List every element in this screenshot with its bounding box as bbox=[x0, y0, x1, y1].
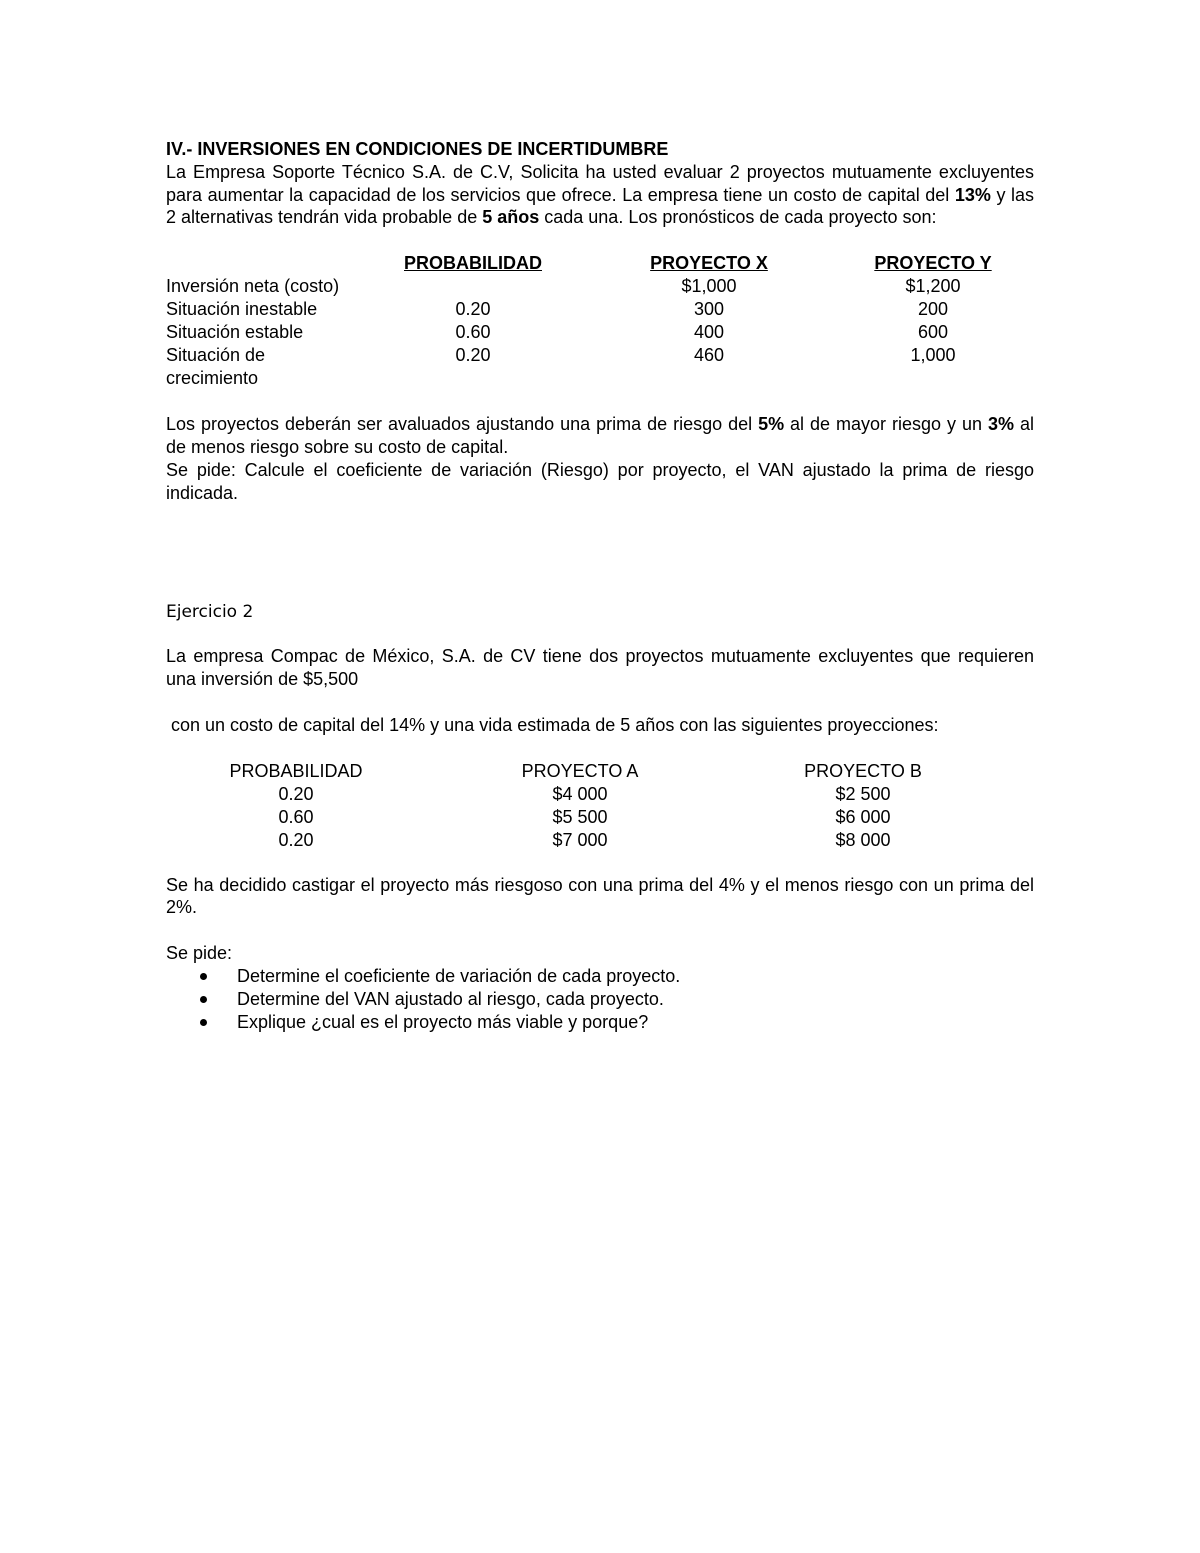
cell-y: $1,200 bbox=[905, 276, 961, 297]
table-row bbox=[166, 829, 1034, 852]
cell-a: $7 000 bbox=[552, 829, 608, 850]
ex2-premium-paragraph: Se ha decidido castigar el proyecto más riesgoso con una prima del 4% y el menos riesgo con un prima del 2%. bbox=[166, 874, 1034, 918]
cell-a: $5 500 bbox=[552, 806, 608, 827]
row-label bbox=[166, 344, 326, 390]
intro-text-3: cada una. Los pronósticos de cada proyecto son: bbox=[539, 207, 937, 228]
risk-text-2: al de mayor riesgo y un bbox=[784, 414, 988, 435]
bullet-icon bbox=[200, 1019, 207, 1026]
ex2-task-list bbox=[166, 965, 1034, 1033]
cell-b: $8 000 bbox=[835, 829, 891, 850]
intro-text-1: La Empresa Soporte Técnico S.A. de C.V, Solicita ha usted evaluar 2 proyectos mutuamente excluyentes para aumentar la capacidad de los servicios que ofrece. La empresa tiene un costo de capital del bbox=[166, 161, 1034, 205]
bullet-icon bbox=[200, 996, 207, 1003]
list-item-text: Determine el coeficiente de variación de cada proyecto. bbox=[237, 965, 681, 986]
table-row bbox=[166, 275, 1034, 298]
cell-b: $2 500 bbox=[835, 783, 891, 804]
col-header-probabilidad: PROBABILIDAD bbox=[229, 760, 363, 781]
list-item bbox=[166, 1011, 1034, 1034]
intro-text-2: y las 2 alternativas tendrán vida probable de bbox=[166, 184, 1035, 228]
list-item-text: Determine del VAN ajustado al riesgo, cada proyecto. bbox=[237, 988, 664, 1009]
col-header-probabilidad: PROBABILIDAD bbox=[404, 253, 542, 274]
cell-x: $1,000 bbox=[681, 276, 737, 297]
cell-y: 1,000 bbox=[910, 345, 956, 366]
row-label: Situación inestable bbox=[166, 299, 318, 320]
cell-x: 460 bbox=[693, 345, 725, 366]
row-label-line-1: Situación de bbox=[166, 345, 266, 366]
cell-x: 400 bbox=[693, 322, 725, 343]
cell-prob: 0.20 bbox=[455, 299, 491, 320]
col-header-proyecto-b: PROYECTO B bbox=[804, 760, 922, 781]
list-item bbox=[166, 988, 1034, 1011]
risk-bold-high: 5% bbox=[758, 414, 785, 435]
row-label: Inversión neta (costo) bbox=[166, 276, 340, 297]
ex1-intro-paragraph bbox=[166, 161, 1034, 229]
intro-bold-years: 5 años bbox=[482, 207, 540, 228]
ex1-table bbox=[166, 252, 1034, 390]
ex2-capital-paragraph: con un costo de capital del 14% y una vida estimada de 5 años con las siguientes proyecciones: bbox=[166, 714, 939, 735]
ex1-table-header bbox=[166, 252, 1034, 275]
table-row bbox=[166, 344, 1034, 390]
ex2-table bbox=[166, 760, 1034, 852]
intro-bold-rate: 13% bbox=[954, 184, 991, 205]
list-item bbox=[166, 965, 1034, 988]
table-row bbox=[166, 321, 1034, 344]
list-item-text: Explique ¿cual es el proyecto más viable y porque? bbox=[237, 1011, 649, 1032]
cell-x: 300 bbox=[693, 299, 725, 320]
row-label: Situación estable bbox=[166, 322, 304, 343]
col-header-proyecto-y: PROYECTO Y bbox=[874, 253, 992, 274]
risk-bold-low: 3% bbox=[987, 414, 1014, 435]
section-title: IV.- INVERSIONES EN CONDICIONES DE INCERTIDUMBRE bbox=[166, 139, 669, 159]
ex1-request-paragraph: Se pide: Calcule el coeficiente de variación (Riesgo) por proyecto, el VAN ajustado la prima de riesgo indicada. bbox=[166, 459, 1034, 503]
table-row bbox=[166, 298, 1034, 321]
cell-a: $4 000 bbox=[552, 783, 608, 804]
exercise-2-title: Ejercicio 2 bbox=[166, 602, 254, 623]
document-page bbox=[166, 138, 1034, 1033]
cell-prob: 0.20 bbox=[278, 783, 314, 804]
col-header-proyecto-a: PROYECTO A bbox=[521, 760, 639, 781]
cell-y: 600 bbox=[917, 322, 949, 343]
ex2-pide-label: Se pide: bbox=[166, 943, 233, 964]
cell-prob: 0.20 bbox=[455, 345, 491, 366]
cell-b: $6 000 bbox=[835, 806, 891, 827]
cell-prob: 0.20 bbox=[278, 829, 314, 850]
ex2-intro-paragraph: La empresa Compac de México, S.A. de CV tiene dos proyectos mutuamente excluyentes que requieren una inversión de $5,500 bbox=[166, 646, 1034, 689]
cell-y: 200 bbox=[917, 299, 949, 320]
col-header-proyecto-x: PROYECTO X bbox=[650, 253, 768, 274]
risk-text-1: Los proyectos deberán ser avaluados ajustando una prima de riesgo del bbox=[166, 414, 759, 435]
risk-text-3: al de menos riesgo sobre su costo de capital. bbox=[166, 414, 1034, 457]
cell-prob: 0.60 bbox=[455, 322, 491, 343]
table-row bbox=[166, 783, 1034, 806]
row-label-line-2: crecimiento bbox=[166, 367, 259, 388]
ex2-table-header bbox=[166, 760, 1034, 783]
ex1-risk-paragraph bbox=[166, 413, 1034, 459]
bullet-icon bbox=[200, 973, 207, 980]
cell-prob: 0.60 bbox=[278, 806, 314, 827]
table-row bbox=[166, 806, 1034, 829]
